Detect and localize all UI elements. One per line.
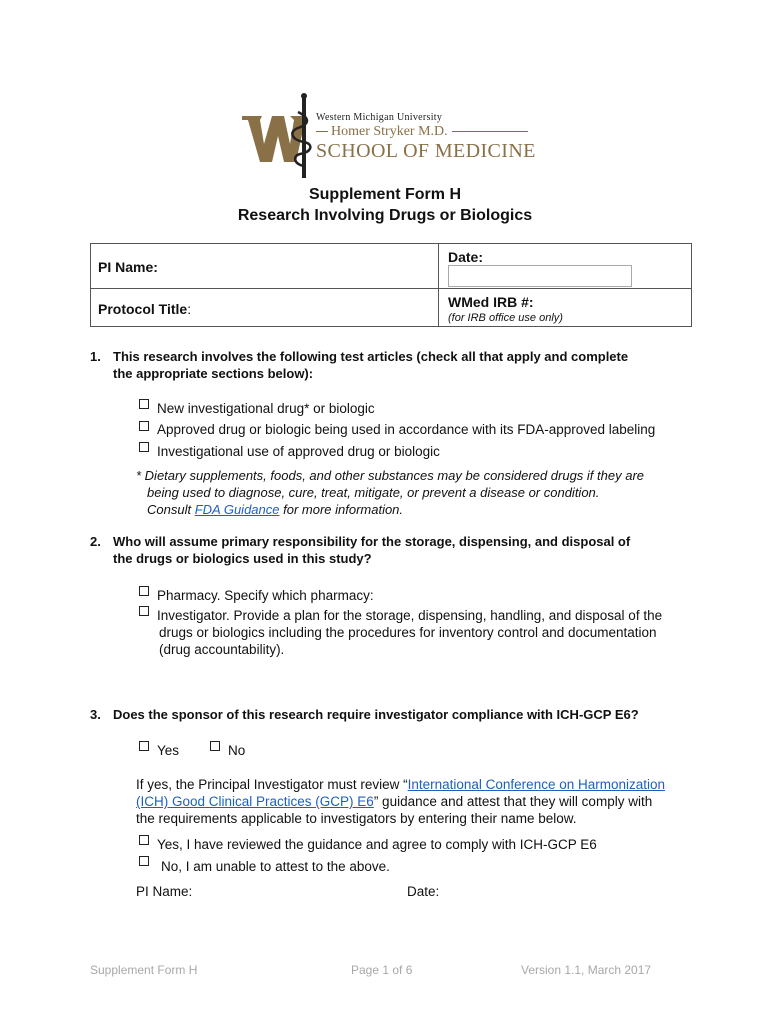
date-input[interactable] (448, 265, 632, 287)
protocol-title-label-text: Protocol Title (98, 301, 188, 317)
q1-number: 1. (90, 349, 101, 364)
footer-page-number: Page 1 of 6 (351, 963, 413, 977)
q1-footnote-line3 (147, 501, 403, 518)
fda-guidance-link[interactable]: FDA Guidance (194, 502, 280, 517)
q3-yes-checkbox[interactable] (139, 741, 149, 751)
q2-investigator-line2: drugs or biologics including the procedures for inventory control and documentation (159, 625, 657, 640)
q3-pi-name-label: PI Name: (136, 884, 193, 899)
protocol-title-colon: : (187, 301, 192, 317)
q3-paragraph-post: ” guidance and attest that they will comply with (373, 794, 653, 809)
q1-footnote-line1: * Dietary supplements, foods, and other substances may be considered drugs if they are (136, 468, 645, 483)
wmed-logo-mark-icon (240, 92, 320, 182)
q3-date-label: Date: (407, 884, 440, 899)
q3-paragraph-line2 (136, 793, 652, 810)
form-title: Supplement Form H (308, 186, 461, 203)
q1-option-1-label: New investigational drug* or biologic (157, 401, 375, 416)
q3-no-label: No (228, 743, 246, 758)
footer-version: Version 1.1, March 2017 (521, 963, 652, 977)
q2-pharmacy-label: Pharmacy. Specify which pharmacy: (157, 588, 374, 603)
ich-link-part2[interactable]: (ICH) Good Clinical Practices (GCP) E6 (136, 794, 374, 809)
q1-text-line1: This research involves the following test articles (check all that apply and complete (113, 349, 629, 364)
logo-school-name: SCHOOL OF MEDICINE (316, 140, 536, 162)
q1-footnote-line2: being used to diagnose, cure, treat, mitigate, or prevent a disease or condition. (147, 485, 600, 500)
q3-yes-label: Yes (157, 743, 180, 758)
q2-investigator-line1: Investigator. Provide a plan for the storage, dispensing, handling, and disposal of the (157, 608, 663, 623)
protocol-title-label (98, 301, 191, 317)
irb-office-note: (for IRB office use only) (448, 312, 563, 324)
form-subtitle: Research Involving Drugs or Biologics (237, 207, 533, 224)
q2-text-line1: Who will assume primary responsibility for the storage, dispensing, and disposal of (113, 534, 631, 549)
ich-link-part1[interactable]: International Conference on Harmonization (407, 777, 666, 792)
q2-text-line2: the drugs or biologics used in this study? (113, 551, 372, 566)
q3-text: Does the sponsor of this research require investigator compliance with ICH-GCP E6? (113, 707, 639, 722)
q1-option-2-checkbox[interactable] (139, 421, 149, 431)
pi-name-label: PI Name: (98, 259, 158, 275)
q2-pharmacy-checkbox[interactable] (139, 586, 149, 596)
attest-no-label: No, I am unable to attest to the above. (161, 859, 390, 874)
q1-option-3-label: Investigational use of approved drug or biologic (157, 444, 440, 459)
date-label: Date: (448, 249, 484, 265)
q1-footnote-line3-pre: Consult (147, 502, 195, 517)
attest-no-checkbox[interactable] (139, 856, 149, 866)
q3-paragraph-line1 (136, 776, 665, 793)
attest-yes-label: Yes, I have reviewed the guidance and agree to comply with ICH-GCP E6 (157, 837, 597, 852)
logo-university-name: Western Michigan University (316, 112, 443, 123)
logo-homer-stryker-text: Homer Stryker M.D. (331, 124, 448, 139)
q3-no-checkbox[interactable] (210, 741, 220, 751)
q1-option-3-checkbox[interactable] (139, 442, 149, 452)
q1-option-1-checkbox[interactable] (139, 399, 149, 409)
q3-paragraph-pre: If yes, the Principal Investigator must review “ (136, 777, 408, 792)
q3-number: 3. (90, 707, 101, 722)
q1-option-2-label: Approved drug or biologic being used in accordance with its FDA-approved labeling (157, 422, 656, 437)
q1-text-line2: the appropriate sections below): (113, 366, 314, 381)
irb-number-label: WMed IRB #: (448, 294, 534, 310)
q2-number: 2. (90, 534, 101, 549)
q1-footnote-line3-post: for more information. (279, 502, 404, 517)
attest-yes-checkbox[interactable] (139, 835, 149, 845)
logo-homer-stryker (316, 124, 528, 140)
q2-investigator-line3: (drug accountability). (159, 642, 285, 657)
q2-investigator-checkbox[interactable] (139, 606, 149, 616)
footer-form-name: Supplement Form H (90, 963, 198, 977)
q3-paragraph-line3: the requirements applicable to investigators by entering their name below. (136, 811, 577, 826)
